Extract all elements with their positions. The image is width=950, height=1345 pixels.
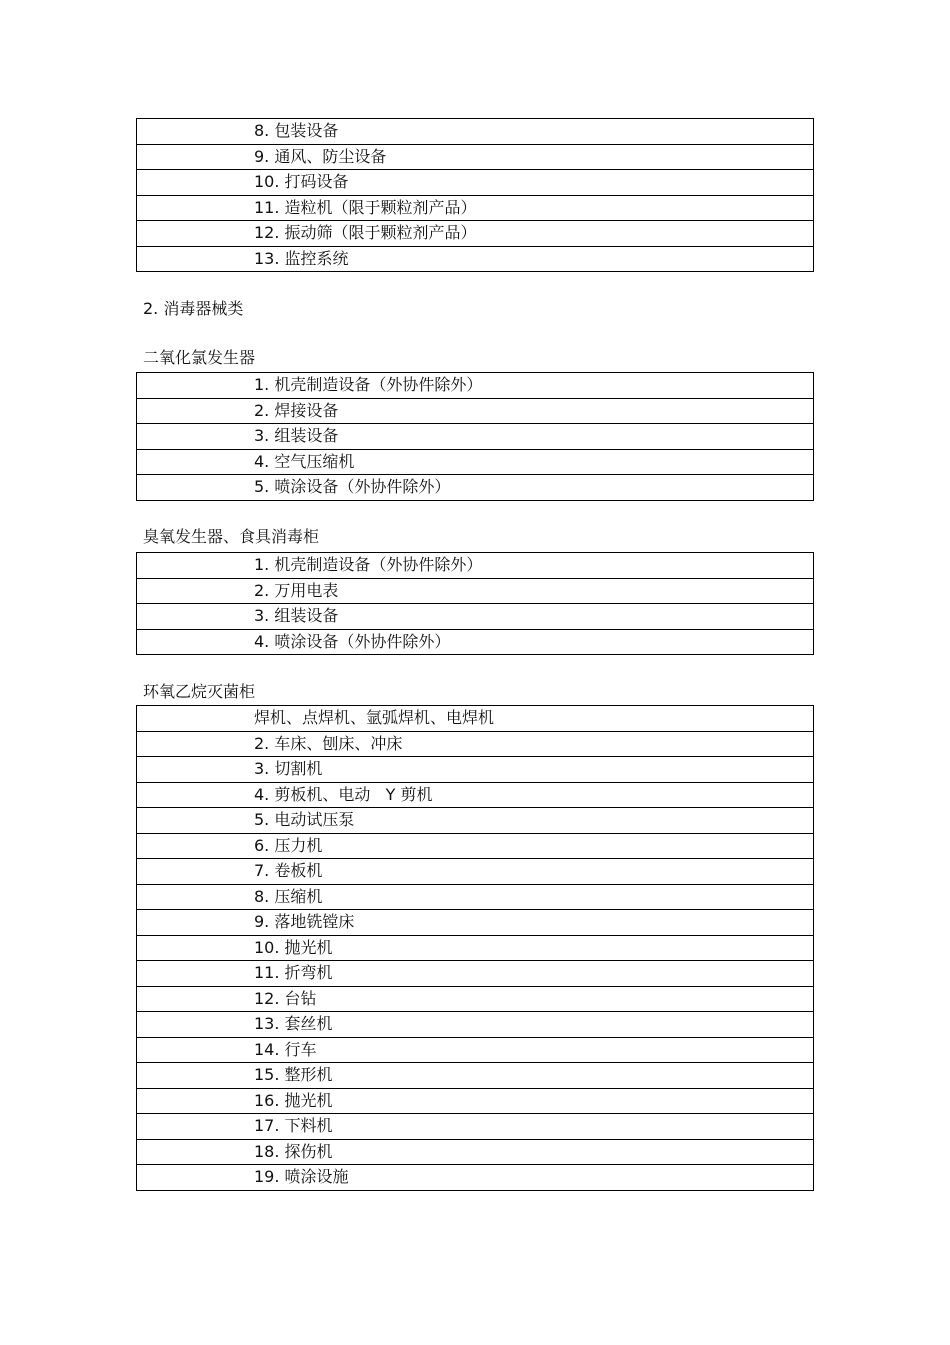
table-row	[137, 1012, 814, 1038]
table-cell: 7. 卷板机	[137, 859, 814, 885]
table-cell: 10. 打码设备	[137, 170, 814, 196]
table-row	[137, 604, 814, 630]
table-cell: 9. 通风、防尘设备	[137, 144, 814, 170]
table-row	[137, 884, 814, 910]
table-row	[137, 246, 814, 272]
table-row	[137, 910, 814, 936]
table-cell: 3. 组装设备	[137, 424, 814, 450]
table-row	[137, 398, 814, 424]
table-cell: 2. 车床、刨床、冲床	[137, 731, 814, 757]
table-cell: 11. 折弯机	[137, 961, 814, 987]
table-cell: 17. 下料机	[137, 1114, 814, 1140]
table-cell: 18. 探伤机	[137, 1139, 814, 1165]
table-cell: 2. 焊接设备	[137, 398, 814, 424]
table-row	[137, 986, 814, 1012]
table-row	[137, 119, 814, 145]
table-row	[137, 782, 814, 808]
table-cell: 13. 监控系统	[137, 246, 814, 272]
table-row	[137, 195, 814, 221]
table-row	[137, 475, 814, 501]
table-row	[137, 1088, 814, 1114]
table-cell: 12. 台钻	[137, 986, 814, 1012]
table-row	[137, 553, 814, 579]
subsection-heading-ethylene-oxide: 环氧乙烷灭菌柜	[143, 682, 256, 701]
table-row	[137, 1165, 814, 1191]
table-row	[137, 1114, 814, 1140]
table-cell: 16. 抛光机	[137, 1088, 814, 1114]
table-row	[137, 833, 814, 859]
table-cell: 15. 整形机	[137, 1063, 814, 1089]
table-cell: 14. 行车	[137, 1037, 814, 1063]
table-row	[137, 373, 814, 399]
table-cell: 5. 喷涂设备（外协件除外）	[137, 475, 814, 501]
table-row	[137, 757, 814, 783]
table-row	[137, 961, 814, 987]
table-cell: 1. 机壳制造设备（外协件除外）	[137, 373, 814, 399]
table-cell: 2. 万用电表	[137, 578, 814, 604]
table-row	[137, 170, 814, 196]
ethylene-oxide-equipment-table	[136, 705, 814, 1191]
table-row	[137, 706, 814, 732]
table-row	[137, 731, 814, 757]
table-cell: 4. 喷涂设备（外协件除外）	[137, 629, 814, 655]
subsection-heading-ozone: 臭氧发生器、食具消毒柜	[143, 527, 320, 546]
table-row	[137, 1063, 814, 1089]
table-cell: 13. 套丝机	[137, 1012, 814, 1038]
table-cell: 6. 压力机	[137, 833, 814, 859]
table-cell: 4. 剪板机、电动 Y 剪机	[137, 782, 814, 808]
table-cell: 焊机、点焊机、氩弧焊机、电焊机	[137, 706, 814, 732]
table-row	[137, 808, 814, 834]
table-cell: 3. 组装设备	[137, 604, 814, 630]
table-cell: 5. 电动试压泵	[137, 808, 814, 834]
table-row	[137, 144, 814, 170]
table-cell: 11. 造粒机（限于颗粒剂产品）	[137, 195, 814, 221]
table-row	[137, 221, 814, 247]
table-row	[137, 1139, 814, 1165]
table-cell: 8. 包装设备	[137, 119, 814, 145]
table-row	[137, 449, 814, 475]
table-cell: 1. 机壳制造设备（外协件除外）	[137, 553, 814, 579]
table-cell: 10. 抛光机	[137, 935, 814, 961]
table-cell: 19. 喷涂设施	[137, 1165, 814, 1191]
table-cell: 3. 切割机	[137, 757, 814, 783]
table-row	[137, 935, 814, 961]
table-row	[137, 578, 814, 604]
section-heading-disinfection: 2. 消毒器械类	[143, 299, 244, 318]
table-cell: 4. 空气压缩机	[137, 449, 814, 475]
table-cell: 12. 振动筛（限于颗粒剂产品）	[137, 221, 814, 247]
subsection-heading-chlorine-dioxide: 二氧化氯发生器	[143, 348, 256, 367]
table-cell: 8. 压缩机	[137, 884, 814, 910]
table-row	[137, 859, 814, 885]
table-cell: 9. 落地铣镗床	[137, 910, 814, 936]
equipment-table-continued	[136, 118, 814, 272]
chlorine-dioxide-equipment-table	[136, 372, 814, 501]
ozone-equipment-table	[136, 552, 814, 655]
table-row	[137, 424, 814, 450]
table-row	[137, 629, 814, 655]
table-row	[137, 1037, 814, 1063]
